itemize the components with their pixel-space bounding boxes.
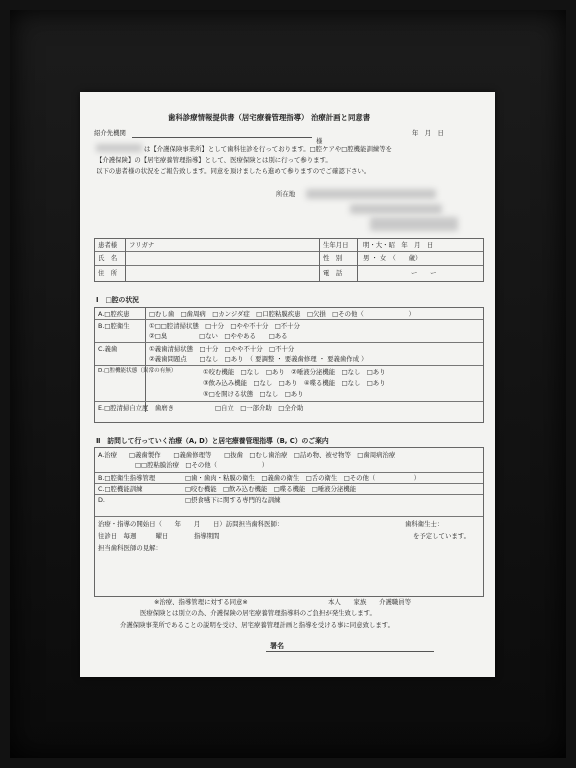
visit-schedule-line: 往診日 毎週 曜日 指導期間 — [98, 532, 220, 540]
intro-line-2: 【介護保険】の【居宅療養管理指導】として、医療保険とは別に行って参ります。 — [96, 156, 332, 164]
self-care-label: E.□腔清掃自立度 歯磨き — [98, 404, 175, 412]
form-title: 歯科診療情報提供書（居宅療養管理指導） 治療計画と同意書 — [168, 113, 371, 122]
signature-line — [266, 651, 434, 652]
function-training-options: □咬む機能 □飲み込む機能 □喋る機能 □唾液分泌機能 — [185, 485, 357, 493]
bad-breath-options: ②□臭 □ない □ややある □ある — [149, 332, 288, 340]
furigana-label: フリガナ — [129, 241, 155, 249]
address-label: 所在地 — [276, 190, 296, 198]
intro-line-1: は【介護保険事業所】として歯科往診を行っております。□腔ケアや□腔機能訓練等を — [144, 145, 393, 153]
denture-problem-options: ②義歯問題点 □なし □あり （ 要調整 ・ 要義歯修理 ・ 要義歯作成 ） — [149, 355, 368, 363]
denture-cleaning-options: ①義歯清掃状態 □十分 □やや不十分 □不十分 — [149, 345, 295, 353]
function-training-label: C.□腔機能訓練 — [98, 485, 143, 493]
treatment-options-2: □□腔粘膜治療 □その他（ ） — [135, 461, 269, 469]
mouth-open-options: ⑤□を開ける状態 □なし □あり — [203, 390, 304, 398]
phone-value: ー ー — [411, 269, 437, 277]
oral-disease-label: A.□腔疾患 — [98, 310, 130, 318]
redacted-clinic-stamp — [370, 217, 458, 231]
hygienist-label: 歯科衛生士： — [405, 520, 444, 528]
recipient-label: 紹介先機関 — [94, 129, 126, 137]
consent-heading: ※治療、指導管理に対する同意※ — [154, 598, 248, 606]
section-1-title: Ⅰ □腔の状況 — [96, 296, 139, 304]
swallow-speak-options: ③飲み込み機能 □なし □あり ④喋る機能 □なし □あり — [203, 379, 386, 387]
sex-label: 性 別 — [323, 254, 343, 262]
patient-info-table — [94, 238, 484, 282]
dysphagia-option: □摂食嚥下に関する専門的な訓練 — [185, 496, 281, 504]
redacted-address — [306, 189, 436, 199]
honorific: 様 — [316, 137, 323, 145]
section-2-table — [94, 447, 484, 597]
dentist-opinion-label: 担当歯科医師の見解： — [98, 544, 162, 552]
oral-hygiene-label: B.□腔衛生 — [98, 322, 130, 330]
treatment-label: A.治療 — [98, 451, 118, 459]
consent-parties: 本人 家族 介護職員等 — [328, 598, 412, 606]
sex-value: 男 ・ 女 （ 歳） — [363, 254, 422, 262]
hygiene-guidance-options: □歯・歯肉・粘膜の衛生 □義歯の衛生 □舌の衛生 □その他（ ） — [185, 474, 421, 482]
date-label: 年 月 日 — [412, 129, 444, 137]
start-date-line: 治療・指導の開始日（ 年 月 日）訪問担当歯科医師： — [98, 520, 284, 528]
oral-function-label: D.□腔機能状態（異常の有無） — [98, 368, 177, 374]
section-1-table — [94, 307, 484, 423]
oral-cleaning-options: ①□□腔清掃状態 □十分 □やや不十分 □不十分 — [149, 322, 300, 330]
consent-form-sheet — [80, 92, 495, 677]
phone-label: 電 話 — [323, 269, 343, 277]
dob-value: 明・大・昭 年 月 日 — [363, 241, 434, 249]
self-care-options: □自立 □一部介助 □全介助 — [215, 404, 304, 412]
dysphagia-label: D. — [98, 496, 105, 504]
patient-address-label: 住 所 — [98, 269, 118, 277]
dob-label: 生年月日 — [323, 241, 349, 249]
denture-label: C.義歯 — [98, 345, 118, 353]
hygiene-guidance-label: B.□腔衛生指導管理 — [98, 474, 156, 482]
consent-line-1: 医療保険とは別立の為、介護保険の居宅療養管理指導料のご負担が発生致します。 — [140, 609, 376, 617]
section-2-title: Ⅱ 訪問して行っていく治療（A, D）と居宅療養管理指導（B, C）のご案内 — [96, 437, 329, 445]
redacted-phone — [350, 204, 442, 214]
redacted-clinic-name — [96, 144, 142, 152]
schedule-suffix: を予定しています。 — [413, 532, 471, 540]
oral-disease-options: □むし歯 □歯周病 □カンジダ症 □口腔粘膜疾患 □欠損 □その他（ ） — [149, 310, 415, 318]
name-label: 氏 名 — [98, 254, 118, 262]
consent-line-2: 介護保険事業所であることの説明を受け、居宅療養管理計画と指導を受ける事に同意致します。 — [120, 621, 395, 629]
intro-line-3: 以下の患者様の状況をご報告致します。同意を頂けましたら進めて参りますのでご確認下さい。 — [96, 167, 371, 175]
patient-label: 患者様 — [98, 241, 118, 249]
treatment-options-1: □義歯製作 □義歯修理等 □抜歯 □むし歯治療 □詰め物、被せ物等 □歯周病治療 — [129, 451, 396, 459]
chew-saliva-options: ①咬む機能 □なし □あり ②唾液分泌機能 □なし □あり — [203, 368, 386, 376]
signature-label: 署名 — [270, 642, 284, 650]
